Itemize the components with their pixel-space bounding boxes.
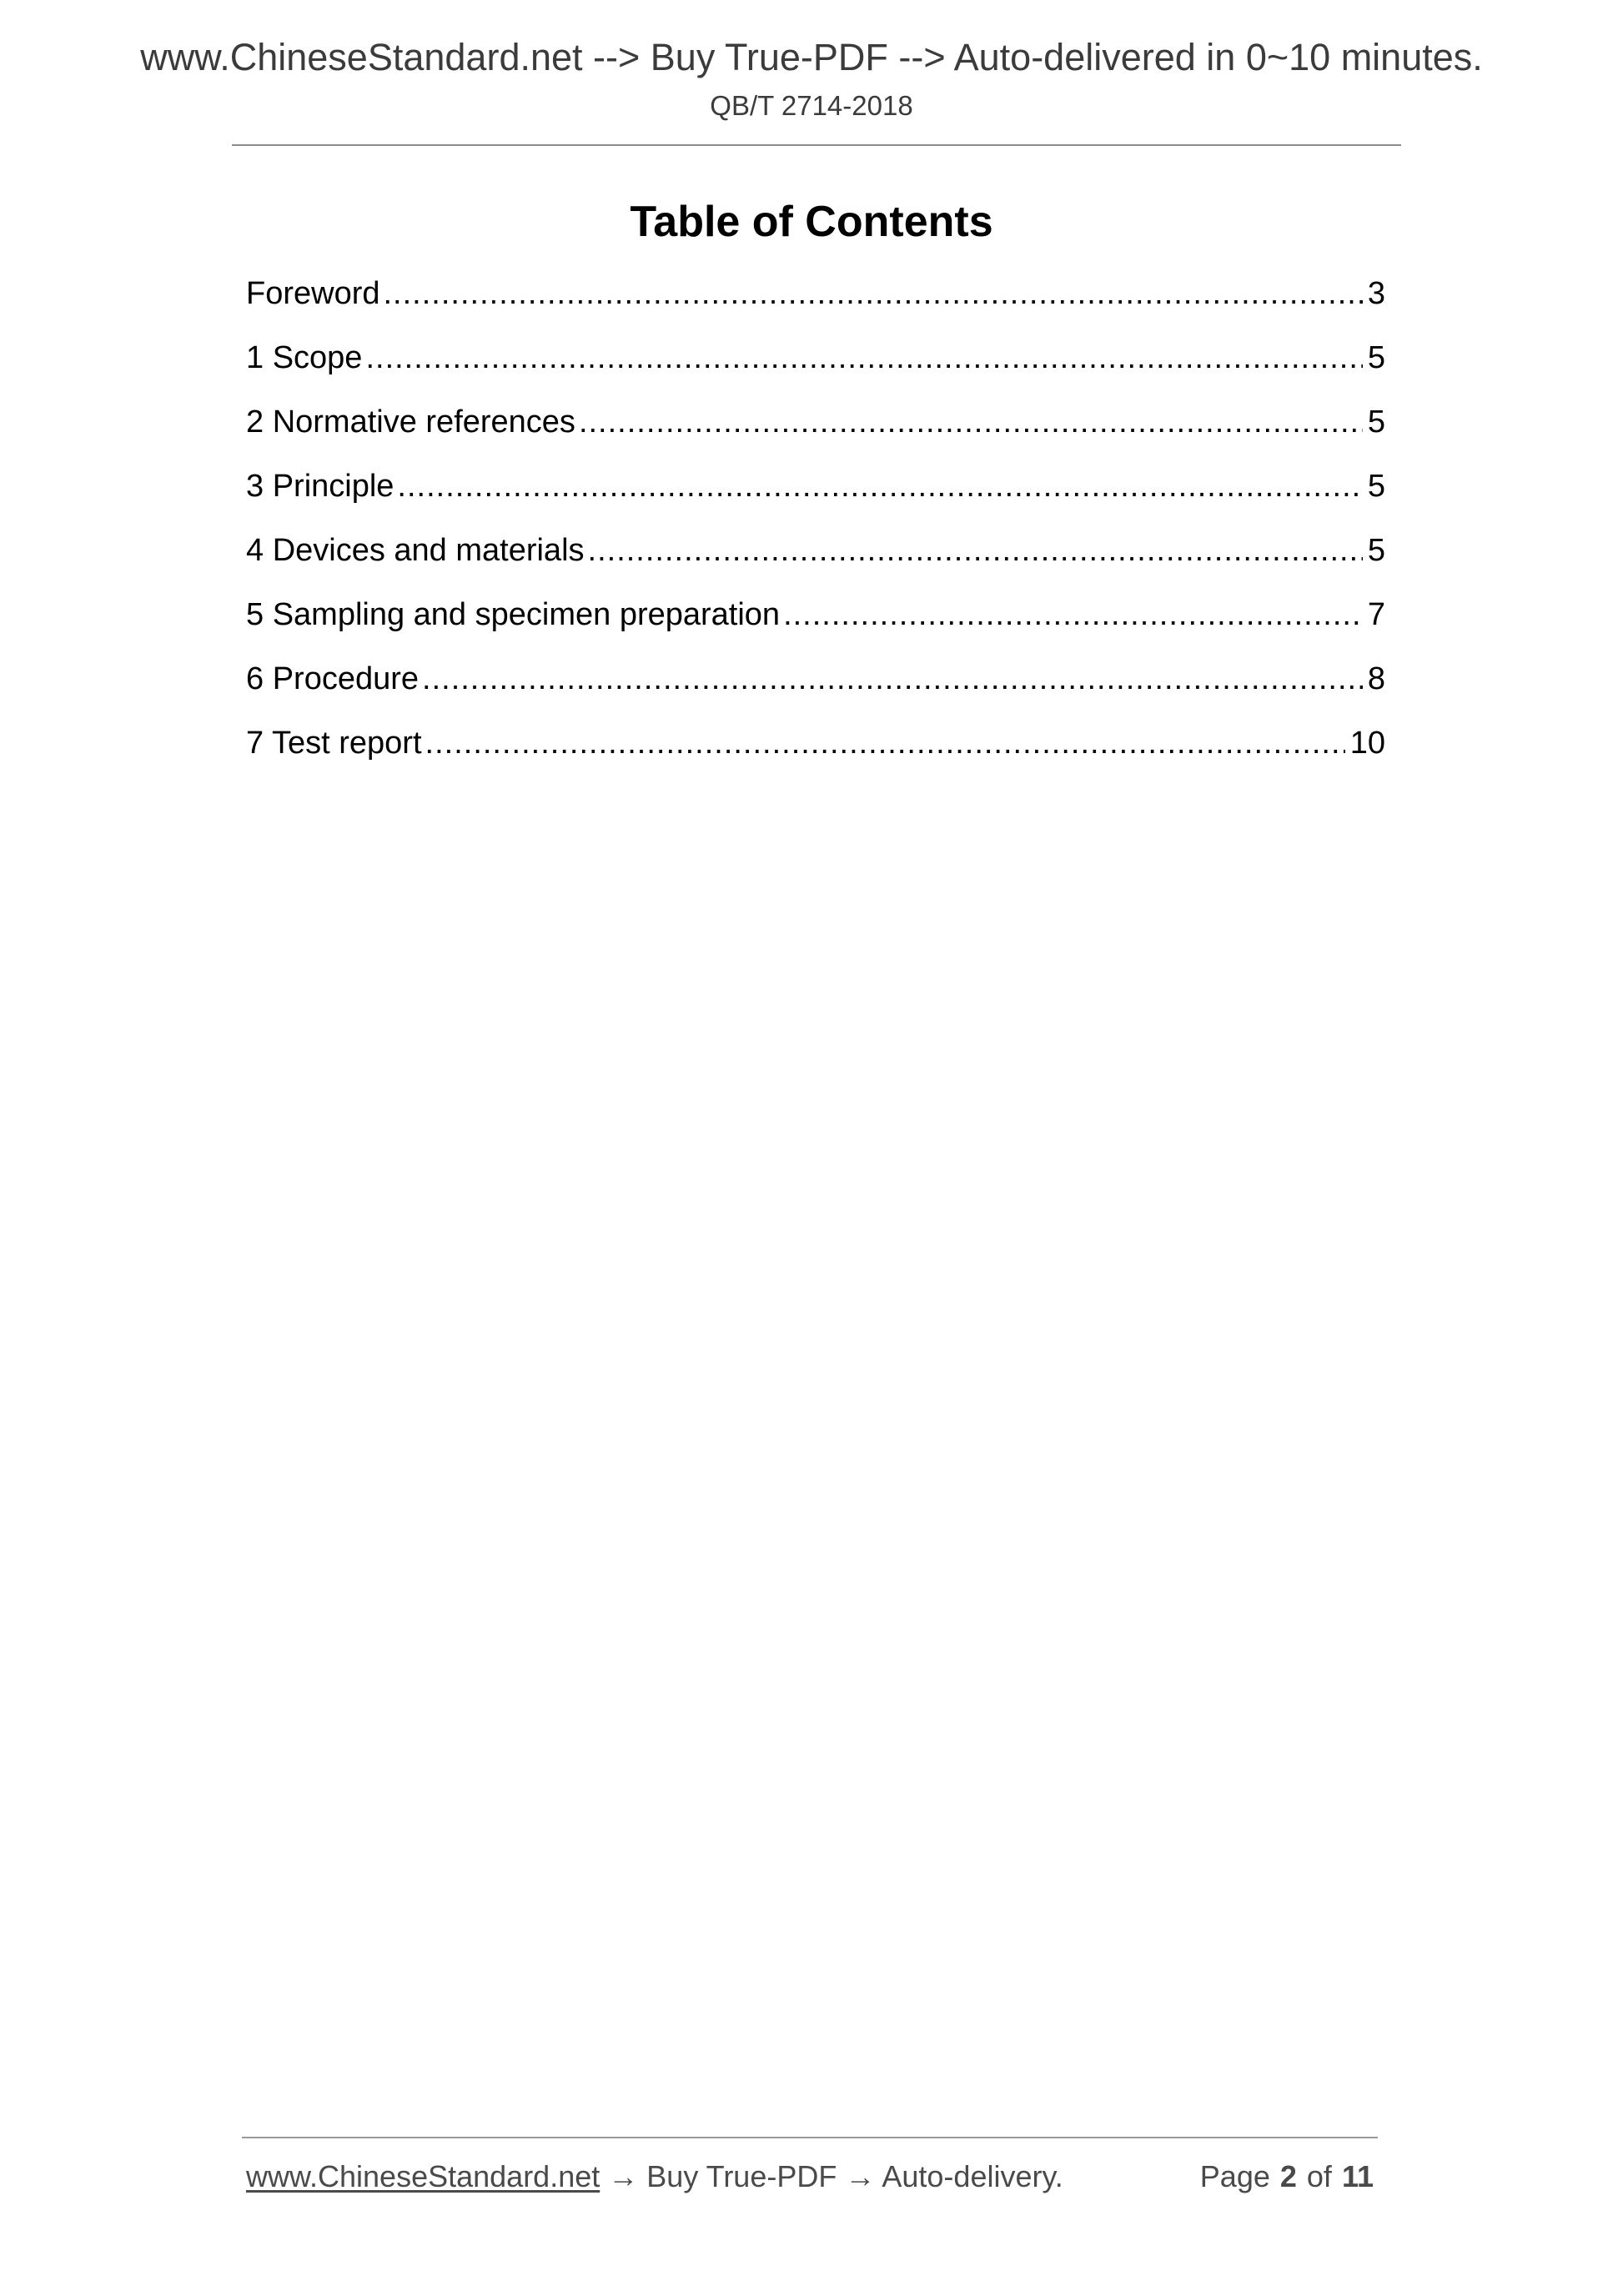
toc-dot-leader <box>365 342 1362 374</box>
toc-entry-page: 5 <box>1367 533 1385 568</box>
toc-entry-test-report[interactable] <box>246 727 1385 791</box>
footer-site-link[interactable]: www.ChineseStandard.net <box>246 2159 600 2193</box>
toc-dot-leader <box>579 406 1363 438</box>
toc-dot-leader <box>588 535 1363 566</box>
toc-entry-page: 8 <box>1367 661 1385 696</box>
toc-dot-leader <box>425 727 1345 759</box>
toc-entry-devices-and-materials[interactable] <box>246 535 1385 599</box>
toc-entry-label: 6 Procedure <box>246 661 420 696</box>
standard-code: QB/T 2714-2018 <box>710 90 913 121</box>
toc-entry-procedure[interactable] <box>246 663 1385 727</box>
toc-dot-leader <box>397 470 1362 502</box>
toc-entry-page: 7 <box>1367 597 1385 632</box>
toc-entry-page: 5 <box>1367 340 1385 375</box>
page-total: 11 <box>1341 2159 1374 2193</box>
toc-dot-leader <box>783 599 1363 631</box>
toc-entry-page: 5 <box>1367 469 1385 504</box>
toc-title: Table of Contents <box>630 198 993 246</box>
toc-entry-normative-references[interactable] <box>246 406 1385 470</box>
toc-entry-label: 7 Test report <box>246 726 422 761</box>
arrow-right-icon: → <box>608 2159 639 2193</box>
footer-buy-text: Buy True-PDF <box>646 2159 837 2193</box>
toc-entry-sampling[interactable] <box>246 599 1385 663</box>
toc-entry-label: Foreword <box>246 276 380 311</box>
toc-entry-principle[interactable] <box>246 470 1385 535</box>
footer-delivery-text: Auto-delivery. <box>882 2159 1063 2193</box>
footer <box>246 2159 1374 2193</box>
toc-dot-leader <box>384 278 1363 309</box>
toc-entry-label: 5 Sampling and specimen preparation <box>246 597 781 632</box>
page-word: Page <box>1199 2159 1270 2193</box>
toc-dot-leader <box>422 663 1363 695</box>
toc-entry-scope[interactable] <box>246 342 1385 406</box>
arrow-right-icon: → <box>845 2159 876 2193</box>
toc-entry-page: 10 <box>1349 726 1385 761</box>
footer-divider <box>242 2137 1378 2138</box>
toc-entry-page: 5 <box>1367 404 1385 440</box>
header-banner: www.ChineseStandard.net --> Buy True-PDF --> Auto-delivered in 0~10 minutes. <box>140 36 1483 78</box>
page-indicator <box>1199 2159 1374 2193</box>
toc-entry-foreword[interactable] <box>246 278 1385 342</box>
page-current: 2 <box>1279 2159 1297 2193</box>
toc-entry-label: 2 Normative references <box>246 404 575 440</box>
toc-entry-label: 3 Principle <box>246 469 394 504</box>
of-word: of <box>1306 2159 1332 2193</box>
toc-list <box>246 278 1385 791</box>
toc-entry-label: 1 Scope <box>246 340 363 375</box>
toc-entry-label: 4 Devices and materials <box>246 533 585 568</box>
header-divider <box>232 144 1401 146</box>
toc-entry-page: 3 <box>1367 276 1385 311</box>
